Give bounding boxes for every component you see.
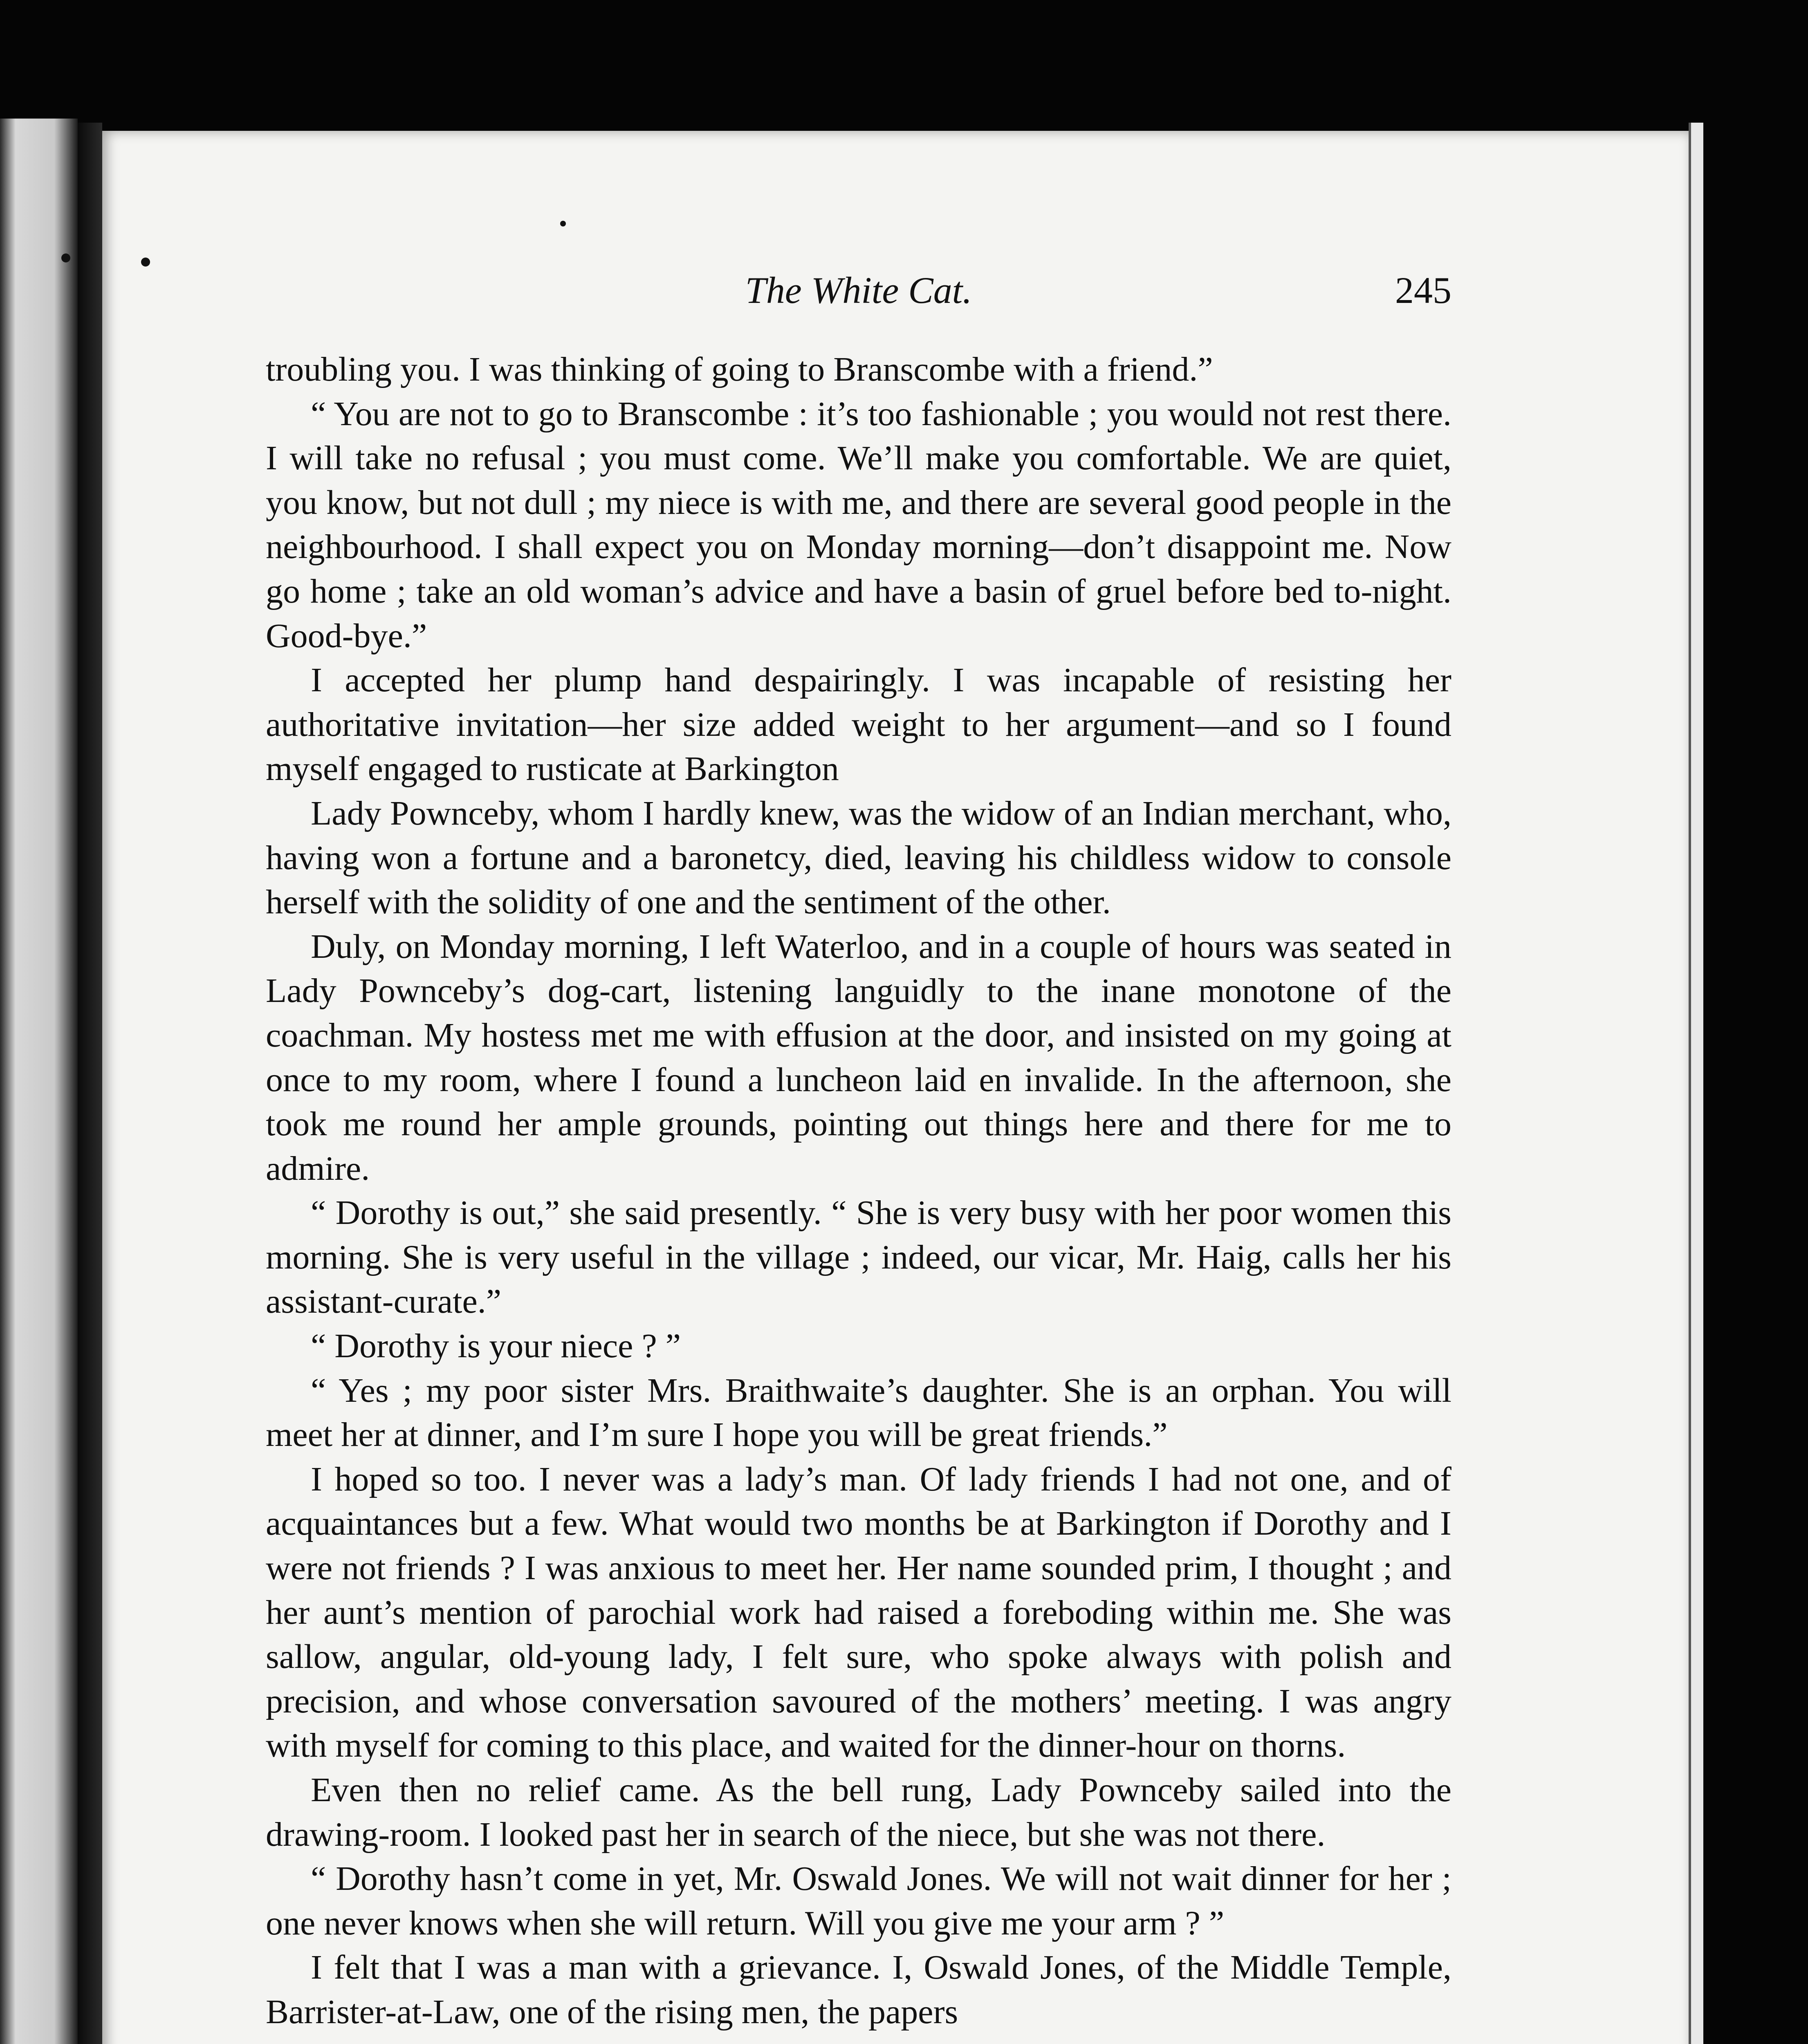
scan-speck: [560, 221, 566, 226]
paragraph: I felt that I was a man with a grievance. I, Oswald Jones, of the Middle Temple, Barrister-at-Law, one of the rising men, the papers: [266, 1948, 1451, 2031]
page-right-edge: [1689, 123, 1703, 2044]
paragraph: “ Dorothy is your niece ? ”: [311, 1327, 681, 1365]
paragraph: troubling you. I was thinking of going to Branscombe with a friend.”: [266, 350, 1213, 388]
paragraph: I accepted her plump hand despairingly. I was incapable of resisting her authoritative invitation—her size added weight to her argument—and so I found myself engaged to rusticate at Barkington: [266, 661, 1451, 788]
paragraph: Lady Pownceby, whom I hardly knew, was the widow of an Indian merchant, who, having won a fortune and a baronetcy, died, leaving his childless widow to console herself with the solidity of one and the sentiment of the other.: [266, 794, 1451, 921]
paragraph: “ You are not to go to Branscombe : it’s too fashionable ; you would not rest there. I will take no refusal ; you must come. We’ll make you comfortable. We are quiet, you know, but not dull ; my niece is with me, and there are several good people in the neighbourhood. I shall expect you on Monday morning—don’t disappoint me. Now go home ; take an old woman’s advice and have a basin of gruel before bed to-night. Good-bye.”: [266, 394, 1451, 655]
book-gutter: [78, 123, 102, 2044]
scan-speck: [61, 253, 70, 262]
page-header: [266, 262, 1451, 319]
paragraph: “ Dorothy hasn’t come in yet, Mr. Oswald Jones. We will not wait dinner for her ; one never knows when she will return. Will you give me your arm ? ”: [266, 1860, 1451, 1942]
paragraph: Duly, on Monday morning, I left Waterloo, and in a couple of hours was seated in Lady Pownceby’s dog-cart, listening languidly to the inane monotone of the coachman. My hostess met me with effusion at the door, and insisted on my going at once to my room, where I found a luncheon laid en invalide. In the afternoon, she took me round her ample grounds, pointing out things here and there for me to admire.: [266, 927, 1451, 1188]
running-title: The White Cat.: [745, 269, 972, 311]
paragraph: “ Dorothy is out,” she said presently. “ She is very busy with her poor women this morning. She is very useful in the village ; indeed, our vicar, Mr. Haig, calls her his assistant-curate.”: [266, 1194, 1451, 1321]
paragraph: I hoped so too. I never was a lady’s man. Of lady friends I had not one, and of acquaintances but a few. What would two months be at Barkington if Dorothy and I were not friends ? I was anxious to meet her. Her name sounded prim, I thought ; and her aunt’s mention of parochial work had raised a foreboding within me. She was sallow, angular, old-young lady, I felt sure, who spoke always with polish and precision, and whose conversation savoured of the mothers’ meeting. I was angry with myself for coming to this place, and waited for the dinner-hour on thorns.: [266, 1460, 1451, 1765]
body-text: [266, 347, 1451, 2035]
left-page-edge: [0, 119, 78, 2044]
page-number: 245: [1395, 269, 1451, 311]
paragraph: Even then no relief came. As the bell rung, Lady Pownceby sailed into the drawing-room. I looked past her in search of the niece, but she was not there.: [266, 1771, 1451, 1853]
scan-speck: [141, 258, 150, 267]
paragraph: “ Yes ; my poor sister Mrs. Braithwaite’s daughter. She is an orphan. You will meet her at dinner, and I’m sure I hope you will be great friends.”: [266, 1371, 1451, 1454]
